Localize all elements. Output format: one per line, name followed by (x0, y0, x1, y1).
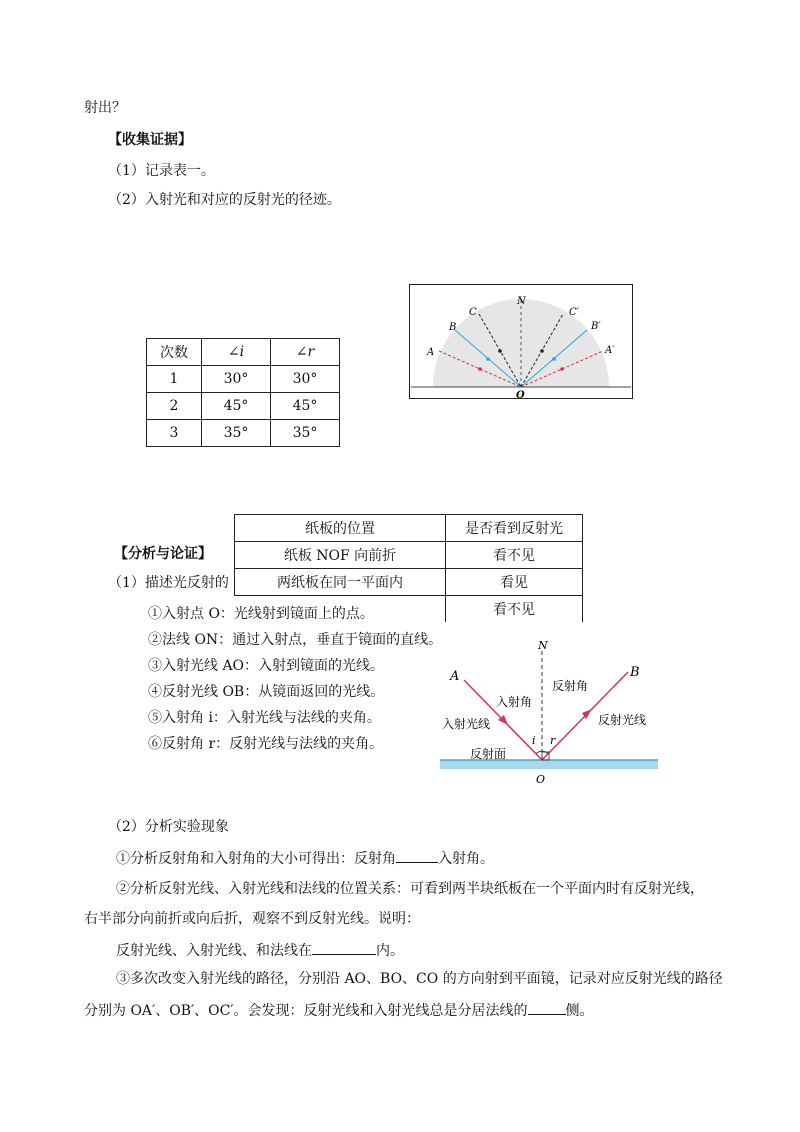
question-2-end: 内。 (376, 943, 404, 959)
table-header: ∠r (271, 339, 340, 366)
label-n: N (538, 639, 548, 652)
label-b-prime: B′ (591, 321, 601, 332)
arrow-icon (540, 349, 544, 353)
line-continued: 射出？ (84, 100, 126, 116)
item-record-table: （1）记录表一。 (108, 163, 215, 179)
label-i: i (532, 734, 536, 747)
label-incident-angle: 入射角 (496, 695, 533, 709)
table-cell: 2 (147, 393, 202, 420)
question-2-answer (116, 940, 404, 960)
label-b: B (449, 322, 457, 333)
arrow-icon (478, 367, 482, 371)
question-2-cont: 右半部分向前折或向后折，观察不到反射光线。说明： (84, 911, 420, 927)
question-2-text: 反射光线、入射光线、和法线在 (116, 943, 312, 959)
table-header: ∠i (202, 339, 271, 366)
table-row (147, 420, 340, 447)
def-incident-ray: ③入射光线 AO：入射到镜面的光线。 (148, 658, 385, 674)
label-n: N (517, 296, 526, 307)
table-cell: 3 (147, 420, 202, 447)
table-row (235, 569, 583, 596)
question-1-text: ①分析反射角和入射角的大小可得出：反射角 (116, 851, 396, 867)
item-describe: （1）描述光反射的 (108, 575, 229, 591)
label-reflection-angle: 反射角 (552, 679, 589, 693)
table-header: 是否看到反射光 (446, 515, 583, 542)
record-table (146, 338, 340, 447)
table-header: 纸板的位置 (235, 515, 446, 542)
answer-blank[interactable] (312, 940, 376, 955)
def-incident-angle: ⑤入射角 i：入射光线与法线的夹角。 (148, 710, 381, 726)
table-cell: 看不见 (446, 596, 583, 623)
table-row (147, 393, 340, 420)
table-cell: 1 (147, 366, 202, 393)
table-header: 次数 (147, 339, 202, 366)
label-b: B (630, 665, 640, 680)
label-o: O (516, 390, 525, 400)
table-cell: 30° (271, 366, 340, 393)
table-cell: 35° (271, 420, 340, 447)
label-r: r (550, 734, 556, 747)
label-a: A (427, 347, 435, 358)
label-reflected-ray: 反射光线 (598, 713, 647, 727)
table-cell: 30° (202, 366, 271, 393)
label-incident-ray: 入射光线 (442, 717, 491, 731)
def-normal: ②法线 ON：通过入射点，垂直于镜面的直线。 (148, 632, 443, 648)
arrow-icon (498, 349, 502, 353)
def-reflection-angle: ⑥反射角 r：反射光线与法线的夹角。 (148, 736, 384, 752)
question-3-cont (84, 1000, 594, 1020)
question-3-end: 侧。 (565, 1003, 594, 1019)
heading-analysis: 【分析与论证】 (114, 546, 212, 562)
def-reflected-ray: ④反射光线 OB：从镜面返回的光线。 (148, 684, 385, 700)
table-row (147, 339, 340, 366)
label-c-prime: C′ (569, 307, 579, 318)
arrow-icon (560, 367, 564, 371)
protractor-figure (409, 284, 633, 400)
table-cell: 两纸板在同一平面内 (235, 569, 446, 596)
table-cell: 看见 (446, 569, 583, 596)
def-incident-point: ①入射点 O：光线射到镜面上的点。 (148, 606, 374, 622)
question-2: ②分析反射光线、入射光线和法线的位置关系：可看到两半块纸板在一个平面内时有反射光线， (116, 881, 704, 897)
question-1 (116, 848, 494, 868)
table-cell: 45° (271, 393, 340, 420)
table-cell: 35° (202, 420, 271, 447)
table-row (235, 542, 583, 569)
question-3-text: 分别为 OA′、OB′、OC′。会发现：反射光线和入射光线总是分居法线的 (84, 1003, 528, 1019)
arrow-icon (486, 357, 490, 361)
table-cell: 看不见 (446, 542, 583, 569)
label-a-prime: A′ (605, 345, 615, 356)
table-row (235, 515, 583, 542)
label-surface: 反射面 (470, 747, 507, 761)
table-row (147, 366, 340, 393)
table-cell: 45° (202, 393, 271, 420)
item-analyze-phenomena: （2）分析实验现象 (108, 819, 229, 835)
heading-collect-evidence: 【收集证据】 (108, 132, 192, 148)
label-c: C (469, 307, 477, 318)
label-o: O (536, 773, 546, 786)
reflection-figure (436, 636, 662, 790)
answer-blank[interactable] (528, 1000, 566, 1015)
answer-blank[interactable] (396, 848, 438, 863)
table-cell: 纸板 NOF 向前折 (235, 542, 446, 569)
question-3: ③多次改变入射光线的路径，分别沿 AO、BO、CO 的方向射到平面镜，记录对应反射光线的路径 (116, 971, 723, 987)
arrow-icon (552, 357, 556, 361)
item-ray-paths: （2）入射光和对应的反射光的径迹。 (108, 192, 341, 208)
mirror-surface (440, 760, 658, 769)
label-a: A (450, 669, 460, 684)
question-1-end: 入射角。 (438, 851, 494, 867)
